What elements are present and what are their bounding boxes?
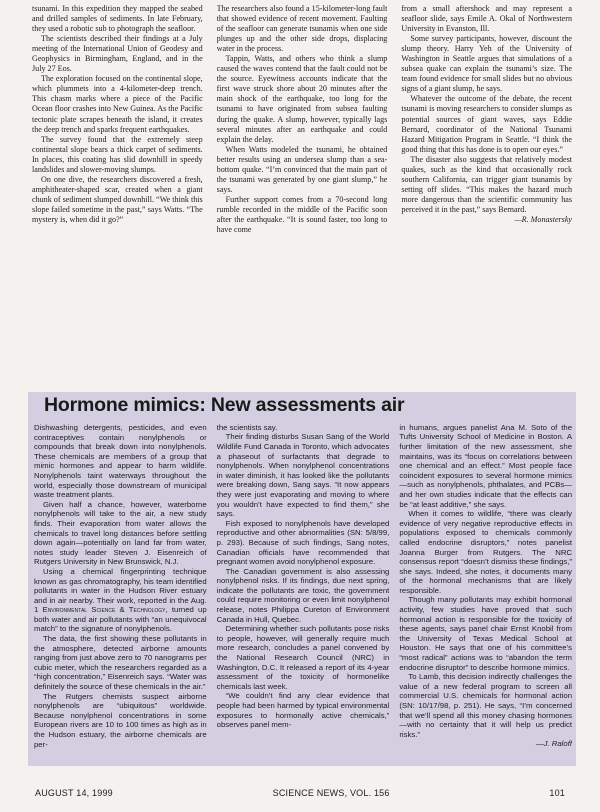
paragraph: On one dive, the researchers discovered a fresh, amphitheater-shaped scar, created when a giant chunk of sediment slumped downhill. “We think this slope failed sometime in the past,” says Watts. “The mystery is, when did it go?”	[32, 174, 203, 224]
hormone-column-3	[399, 423, 572, 759]
paragraph: The Canadian government is also assessing nonylphenol risks. If its findings, due next spring, indicate the pollutants are toxic, the government could require monitoring or even limit nonylphenol release, notes Philippa Cureton of Environment Canada in Hull, Quebec.	[216, 566, 390, 624]
paragraph: Using a chemical fingerprinting technique known as gas chromatography, his team identified pollutants in water in the Hudson River estuary and in air nearby. Their work, reported in the Aug. 1 Environmental Science & Technology, turned up both water and air pollutants with “an unequivocal match” to the signature of nonylphenols.	[34, 566, 207, 634]
paragraph: When Watts modeled the tsunami, he obtained better results using an undersea slump than a sea-bottom quake. “I’m convinced that the main part of the tsunami was generated by one giant slump,” he says.	[216, 144, 388, 194]
tsunami-column-3-text	[401, 4, 572, 215]
paragraph: Given half a chance, however, waterborne nonylphenols will take to the air, a new study finds. Their evaporation from water allows the chemicals to travel long distances before settling down again—potentially on land far from water, notes study leader Steven J. Eisenreich of Rutgers University in New Brunswick, N.J.	[34, 499, 207, 567]
tsunami-column-1	[32, 4, 203, 388]
paragraph: The Rutgers chemists suspect airborne nonylphenols are “ubiquitous” worldwide. Because nonylphenol concentrations in some European rivers are 10 to 100 times as high as in the Hudson estuary, the airborne chemicals are per-	[34, 691, 207, 749]
paragraph: from a small aftershock and may represent a seafloor slide, says Emile A. Okal of Northwestern University in Evanston, Ill.	[401, 4, 572, 34]
paragraph: The scientists described their findings at a July meeting of the International Union of Geodesy and Geophysics in Birmingham, England, and in the July 27 Eos.	[32, 34, 203, 74]
hormone-column-2	[217, 423, 390, 759]
paragraph: Tappin, Watts, and others who think a slump caused the waves contend that the fault could not be the source. Eyewitness accounts indicate that the first wave struck shore about 20 minutes after the main shock of the earthquake, too long for the tsunami to have originated from subsea faulting during the quake. A slump, however, typically lags several minutes after an earthquake and could explain the delay.	[216, 54, 388, 144]
paragraph: in humans, argues panelist Ana M. Soto of the Tufts University School of Medicine in Boston. A further limitation of the new assessment, she maintains, was its “focus on correlations between one chemical and an effect.” Most people face coincident exposures to several hormone mimics—such as nonylphenols, phthalates, and PCBs—and her own studies indicate that the effects can be “at least additive,” she says.	[399, 423, 572, 509]
hormone-byline: —J. Raloff	[535, 739, 572, 749]
paragraph: To Lamb, this decision indirectly challenges the value of a new federal program to screen all commercial U.S. chemicals for hormonal action (SN: 10/17/98, p. 251). He says, “I’m concerned that we’ll spend all this money chasing hormones—with no certainty that it will help us predict risks.”	[399, 672, 572, 739]
paragraph: Fish exposed to nonylphenols have developed reproductive and other abnormalities (SN: 5/8/99, p. 293). Because of such findings, Sang notes, Canadian officials have recommended that pregnant women avoid nonylphenol exposure.	[216, 518, 390, 567]
paragraph: When it comes to wildlife, “there was clearly evidence of very negative reproductive effects in populations exposed to chemicals commonly called endocrine disruptors,” notes panelist Joanna Burger from Rutgers. The NRC consensus report “doesn’t dismiss these findings,” she says. Indeed, she notes, it documents many of the hormonal mechanisms that are likely responsible.	[399, 509, 572, 595]
paragraph: Though many pollutants may exhibit hormonal activity, few studies have proved that such hormonal action is responsible for the toxicity of these agents, says panel chair Ernst Knobil from the University of Texas Medical School at Houston. He says that one of his committee’s “most radical” actions was to “abandon the term endocrine disruptor” to describe hormone mimics.	[399, 595, 572, 672]
article-headline: Hormone mimics: New assessments air	[44, 394, 405, 416]
publication-volume: SCIENCE NEWS, VOL. 156	[272, 788, 390, 798]
paragraph: Some survey participants, however, discount the slump theory. Harry Yeh of the University of Washington in Seattle argues that simulations of a subsea quake can explain the tsunami’s size. The team found evidence for small slides but no obvious signs of a giant slump, he says.	[401, 34, 572, 94]
issue-date: AUGUST 14, 1999	[35, 788, 113, 798]
hormone-mimics-article	[28, 392, 576, 766]
paragraph: The researchers also found a 15-kilometer-long fault that showed evidence of recent movement. Faulting of the seafloor can generate tsunamis when one side plunges up and the other side drops, displacing water in the process.	[216, 4, 388, 54]
page-footer	[35, 786, 565, 800]
paragraph: Their finding disturbs Susan Sang of the World Wildlife Fund Canada in Toronto, which advocates a phaseout of surfactants that degrade to nonylphenols. When nonylphenol concentrations in water diminish, it has looked like the pollutants were breaking down, Sang says. “It now appears they were just evaporating and moving to where you wouldn’t have expected to find them,” she says.	[216, 432, 390, 519]
tsunami-article	[32, 4, 572, 388]
tsunami-byline: —R. Monastersky	[514, 214, 572, 224]
paragraph: Dishwashing detergents, pesticides, and even contraceptives contain nonylphenols or compounds that break down into nonylphenols. These chemicals are members of a group that mimic hormones and appear to harm wildlife. Nonylphenols taint waterways throughout the world, especially those downstream of municipal waste treatment plants.	[34, 423, 207, 500]
tsunami-column-2	[217, 4, 388, 388]
page-number: 101	[549, 788, 565, 798]
hormone-column-1	[34, 423, 207, 759]
hormone-article-body	[34, 423, 572, 759]
paragraph: The data, the first showing these pollutants in the atmosphere, detected airborne amounts ranging from just above zero to 70 nanograms per cubic meter, which the researchers regarded as a “high concentration,” Eisenreich says. “Water was definitely the source of these chemicals in the air.”	[34, 634, 207, 692]
paragraph: Whatever the outcome of the debate, the recent tsunami is moving researchers to consider slumps as potential sources of giant waves, says Eddie Bernard, coordinator of the National Tsunami Hazard Mitigation Program in Seattle. “I think the good thing that this has done is to open our eyes.”	[401, 94, 572, 154]
paragraph: The exploration focused on the continental slope, which plummets into a 4-kilometer-deep trench. This chasm marks where a piece of the Pacific Ocean floor crashes into New Guinea. As the Pacific tectonic plate scrapes beneath the island, it creates the deep trench and sparks frequent earthquakes.	[32, 74, 203, 134]
paragraph: The survey found that the extremely steep continental slope bears a thick carpet of sediments. In places, this coating has slid downhill in speedy landslides and slower-moving slumps.	[32, 134, 203, 174]
paragraph: the scientists say.	[216, 423, 278, 432]
paragraph: Further support comes from a 70-second long rumble recorded in the middle of the Pacific soon after the earthquake. “It is sound faster, too long to have come	[216, 194, 388, 235]
hormone-column-3-text	[399, 423, 572, 739]
paragraph: Determining whether such pollutants pose risks to people, however, will generally require much more research, concludes a panel convened by the National Research Council (NRC) in Washington, D.C. It released a report of its 4-year assessment of the toxicity of hormonelike chemicals last week.	[216, 624, 390, 691]
tsunami-column-3	[401, 4, 572, 388]
paragraph: The disaster also suggests that relatively modest quakes, such as the kind that occasionally rock southern California, can trigger giant tsunamis by setting off slides. “This makes the hazard much more dangerous than the scientific community has perceived it in the past,” says Bernard.	[401, 154, 572, 214]
paragraph: “We couldn’t find any clear evidence that people had been harmed by typical environmental exposures to hormonally active chemicals,” observes panel mem-	[216, 691, 390, 730]
paragraph: tsunami. In this expedition they mapped the seabed and drilled samples of sediments. In late February, they used a robotic sub to photograph the seafloor.	[32, 4, 203, 34]
